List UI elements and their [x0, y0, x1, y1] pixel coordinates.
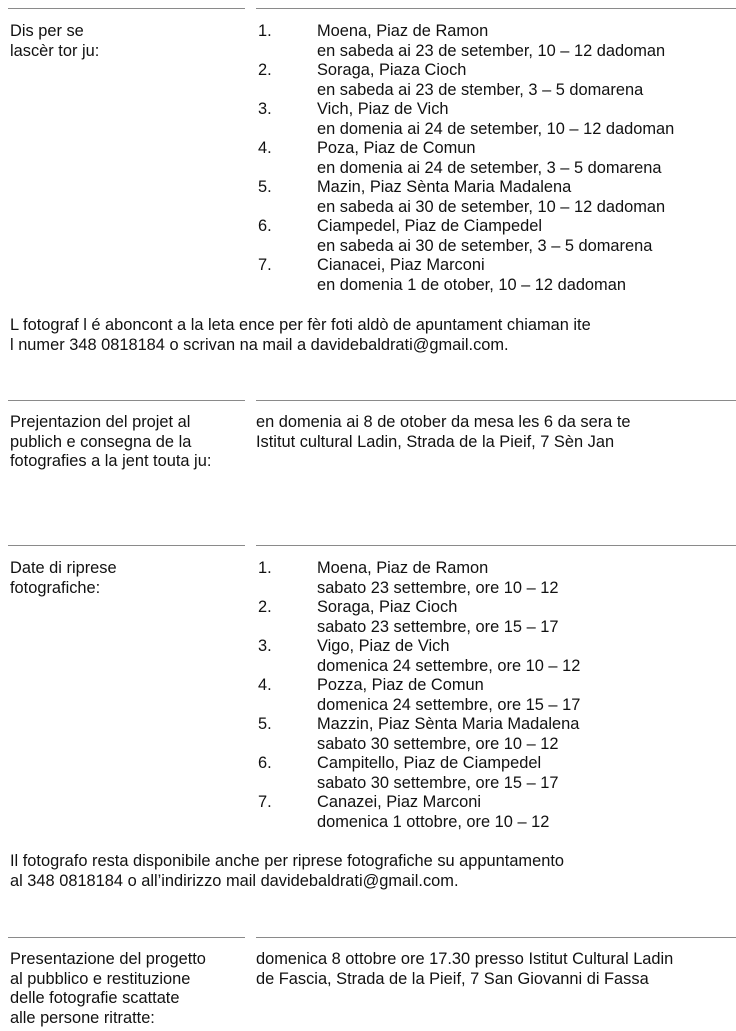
- list-item-datetime: en domenia 1 de otober, 10 – 12 dadoman: [317, 275, 626, 294]
- divider: [8, 937, 245, 938]
- list-item-number: 1.: [258, 22, 272, 40]
- list-item-number: 5.: [258, 715, 272, 733]
- list-item-place: Vich, Piaz de Vich: [317, 100, 449, 118]
- list-item-number: 4.: [258, 139, 272, 157]
- list-item-number: 2.: [258, 598, 272, 616]
- list-item-place: Mazzin, Piaz Sènta Maria Madalena: [317, 715, 580, 733]
- divider: [8, 8, 245, 9]
- list-item: [256, 256, 736, 295]
- list-item-number: 6.: [258, 754, 272, 772]
- list-item: [256, 598, 736, 637]
- ladin-shoot-list: [256, 22, 736, 295]
- list-item-place: Moena, Piaz de Ramon: [317, 22, 489, 40]
- list-item-place: Ciampedel, Piaz de Ciampedel: [317, 217, 543, 235]
- italian-presentation-text: domenica 8 ottobre ore 17.30 presso Istitut Cultural Ladin de Fascia, Strada de la Pieif, 7 San Giovanni di Fassa: [256, 950, 674, 988]
- list-item-number: 5.: [258, 178, 272, 196]
- list-item: [256, 217, 736, 256]
- section-label-italian-presentation: Presentazione del progetto al pubblico e restituzione delle fotografie scattate alle persone ritratte:: [10, 950, 206, 1027]
- list-item-place: Campitello, Piaz de Ciampedel: [317, 754, 542, 772]
- list-item: [256, 559, 736, 598]
- list-item-datetime: domenica 24 settembre, ore 10 – 12: [317, 656, 581, 675]
- list-item-number: 6.: [258, 217, 272, 235]
- list-item-number: 3.: [258, 100, 272, 118]
- list-item-place: Canazei, Piaz Marconi: [317, 793, 481, 811]
- list-item: [256, 793, 736, 832]
- list-item-place: Vigo, Piaz de Vich: [317, 637, 450, 655]
- section-label-italian-shoot: Date di riprese fotografiche:: [10, 559, 117, 597]
- list-item: [256, 715, 736, 754]
- list-item-number: 7.: [258, 793, 272, 811]
- list-item: [256, 100, 736, 139]
- divider: [8, 545, 245, 546]
- divider: [256, 937, 736, 938]
- italian-shoot-list: [256, 559, 736, 832]
- section-label-ladin-presentation: Prejentazion del projet al publich e consegna de la fotografies a la jent touta ju:: [10, 413, 212, 470]
- ladin-presentation-text: en domenia ai 8 de otober da mesa les 6 da sera te Istitut cultural Ladin, Strada de la Pieif, 7 Sèn Jan: [256, 413, 631, 451]
- divider: [256, 400, 736, 401]
- list-item-datetime: sabato 23 settembre, ore 10 – 12: [317, 578, 559, 597]
- list-item-datetime: domenica 24 settembre, ore 15 – 17: [317, 695, 581, 714]
- list-item-datetime: sabato 30 settembre, ore 15 – 17: [317, 773, 559, 792]
- list-item-number: 4.: [258, 676, 272, 694]
- list-item-number: 2.: [258, 61, 272, 79]
- list-item-place: Mazin, Piaz Sènta Maria Madalena: [317, 178, 572, 196]
- list-item-place: Cianacei, Piaz Marconi: [317, 256, 485, 274]
- list-item: [256, 754, 736, 793]
- list-item-place: Soraga, Piaza Cioch: [317, 61, 467, 79]
- list-item-datetime: sabato 23 settembre, ore 15 – 17: [317, 617, 559, 636]
- list-item: [256, 676, 736, 715]
- list-item-datetime: en domenia ai 24 de setember, 3 – 5 domarena: [317, 158, 662, 177]
- divider: [256, 545, 736, 546]
- list-item-number: 1.: [258, 559, 272, 577]
- list-item-place: Soraga, Piaz Cioch: [317, 598, 458, 616]
- list-item-place: Pozza, Piaz de Comun: [317, 676, 484, 694]
- list-item-datetime: en sabeda ai 30 de setember, 10 – 12 dadoman: [317, 197, 666, 216]
- list-item-datetime: sabato 30 settembre, ore 10 – 12: [317, 734, 559, 753]
- list-item-place: Moena, Piaz de Ramon: [317, 559, 489, 577]
- section-label-ladin-shoot: Dis per se lascèr tor ju:: [10, 22, 100, 60]
- list-item: [256, 139, 736, 178]
- list-item-datetime: en sabeda ai 23 de setember, 10 – 12 dadoman: [317, 41, 666, 60]
- list-item-place: Poza, Piaz de Comun: [317, 139, 476, 157]
- ladin-photographer-note: L fotograf l é aboncont a la leta ence per fèr foti aldò de apuntament chiaman ite l numer 348 0818184 o scrivan na mail a davidebaldrati@gmail.com.: [10, 316, 591, 354]
- list-item: [256, 637, 736, 676]
- list-item-number: 7.: [258, 256, 272, 274]
- list-item-datetime: en sabeda ai 30 de setember, 3 – 5 domarena: [317, 236, 653, 255]
- list-item-number: 3.: [258, 637, 272, 655]
- list-item: [256, 178, 736, 217]
- list-item-datetime: en sabeda ai 23 de stember, 3 – 5 domarena: [317, 80, 644, 99]
- italian-photographer-note: Il fotografo resta disponibile anche per riprese fotografiche su appuntamento al 348 0818184 o all’indirizzo mail davidebaldrati@gmail.com.: [10, 852, 564, 890]
- list-item-datetime: en domenia ai 24 de setember, 10 – 12 dadoman: [317, 119, 675, 138]
- list-item: [256, 22, 736, 61]
- list-item: [256, 61, 736, 100]
- list-item-datetime: domenica 1 ottobre, ore 10 – 12: [317, 812, 550, 831]
- divider: [256, 8, 736, 9]
- divider: [8, 400, 245, 401]
